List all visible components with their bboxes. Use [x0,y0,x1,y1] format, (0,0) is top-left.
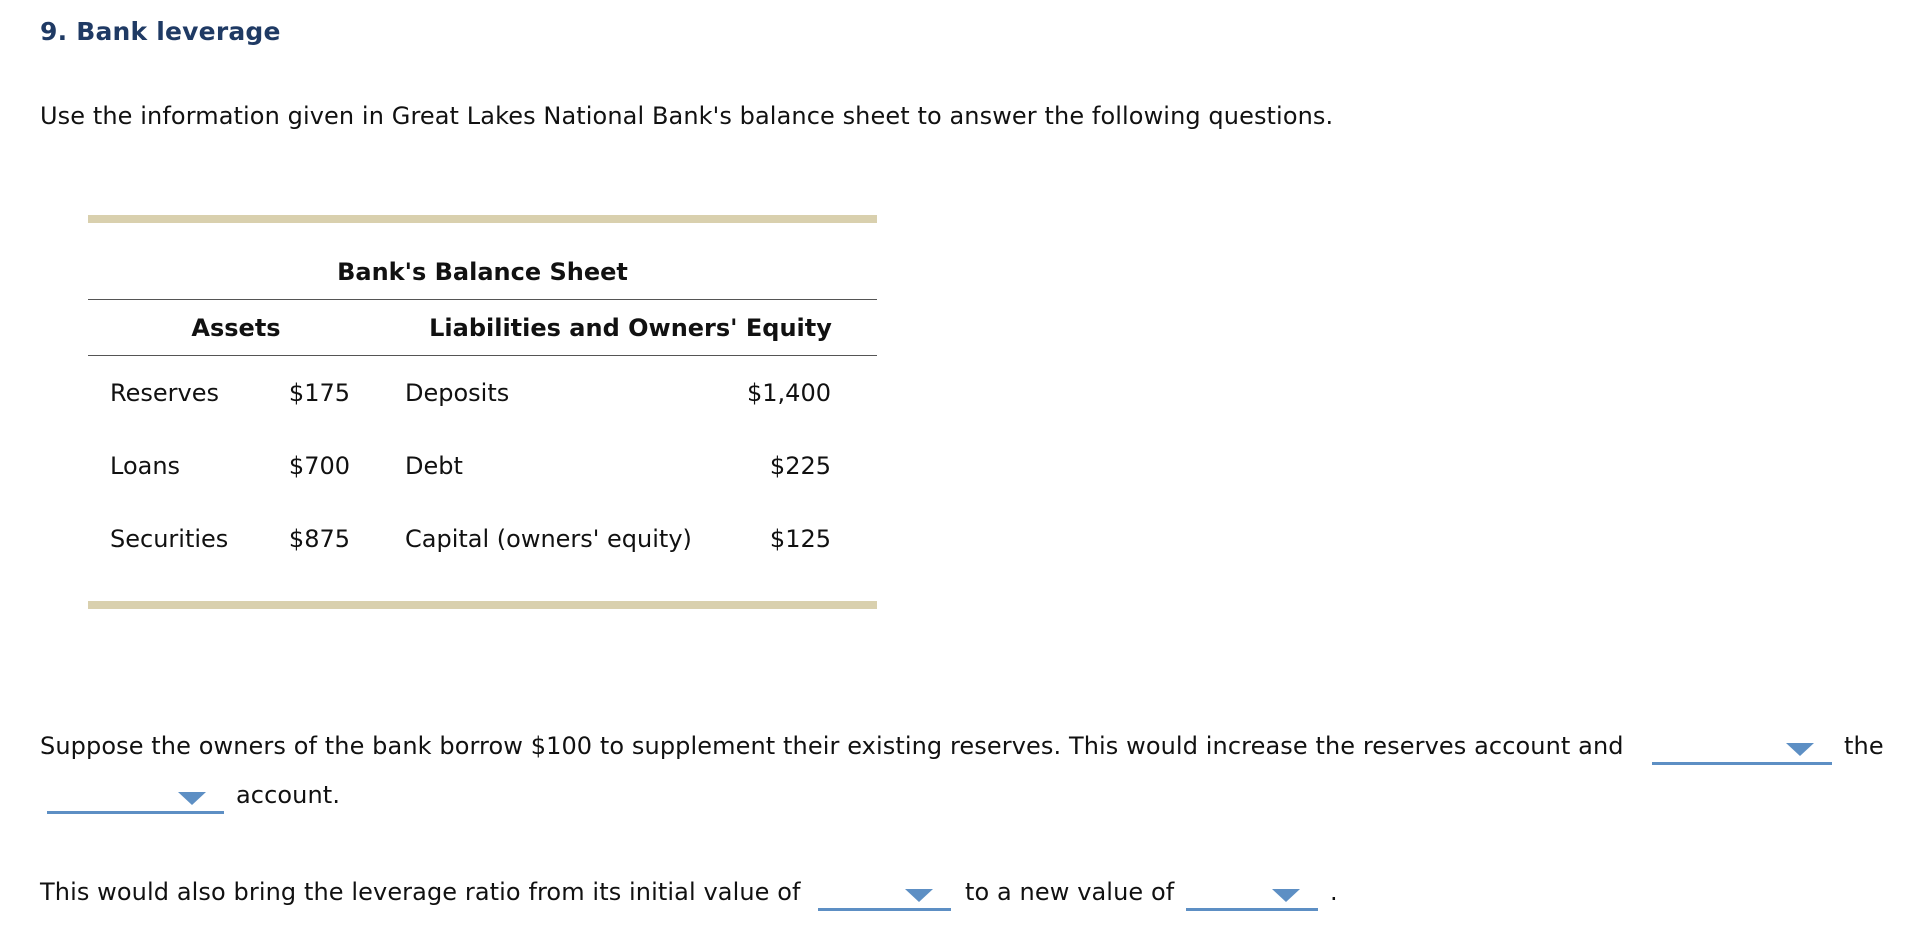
asset-label: Securities [110,525,229,553]
liability-label: Capital (owners' equity) [405,525,692,553]
asset-value: $875 [288,525,350,553]
part2-text-before: This would also bring the leverage ratio from its initial value of [40,878,801,906]
chevron-down-icon [1786,743,1814,756]
liabilities-header: Liabilities and Owners' Equity [429,314,832,342]
liability-label: Deposits [405,379,510,407]
chevron-down-icon [905,889,933,902]
new-leverage-dropdown[interactable] [1186,881,1318,911]
liability-value: $225 [769,452,831,480]
header-divider [88,355,877,356]
table-top-bar [88,215,877,223]
liability-value: $125 [769,525,831,553]
caption-divider [88,299,877,300]
liability-label: Debt [405,452,463,480]
asset-label: Reserves [110,379,219,407]
account-name-dropdown[interactable] [47,784,224,814]
account-change-dropdown[interactable] [1652,735,1832,765]
liability-value: $1,400 [747,379,831,407]
question-title: 9. Bank leverage [40,17,281,46]
chevron-down-icon [178,792,206,805]
part1-text-before: Suppose the owners of the bank borrow $100 to supplement their existing reserves. This would increase the reserves account and [40,732,1624,760]
asset-label: Loans [110,452,181,480]
asset-value: $175 [288,379,350,407]
asset-value: $700 [288,452,350,480]
table-bottom-bar [88,601,877,609]
part2-text-after: . [1330,878,1338,906]
question-intro: Use the information given in Great Lakes National Bank's balance sheet to answer the following questions. [40,102,1334,130]
balance-sheet-table [88,215,877,609]
part1-text-middle: the [1844,732,1884,760]
chevron-down-icon [1272,889,1300,902]
table-caption: Bank's Balance Sheet [337,258,628,286]
initial-leverage-dropdown[interactable] [818,881,951,911]
part1-text-after: account. [236,781,341,809]
assets-header: Assets [191,314,281,342]
part2-text-middle: to a new value of [965,878,1175,906]
